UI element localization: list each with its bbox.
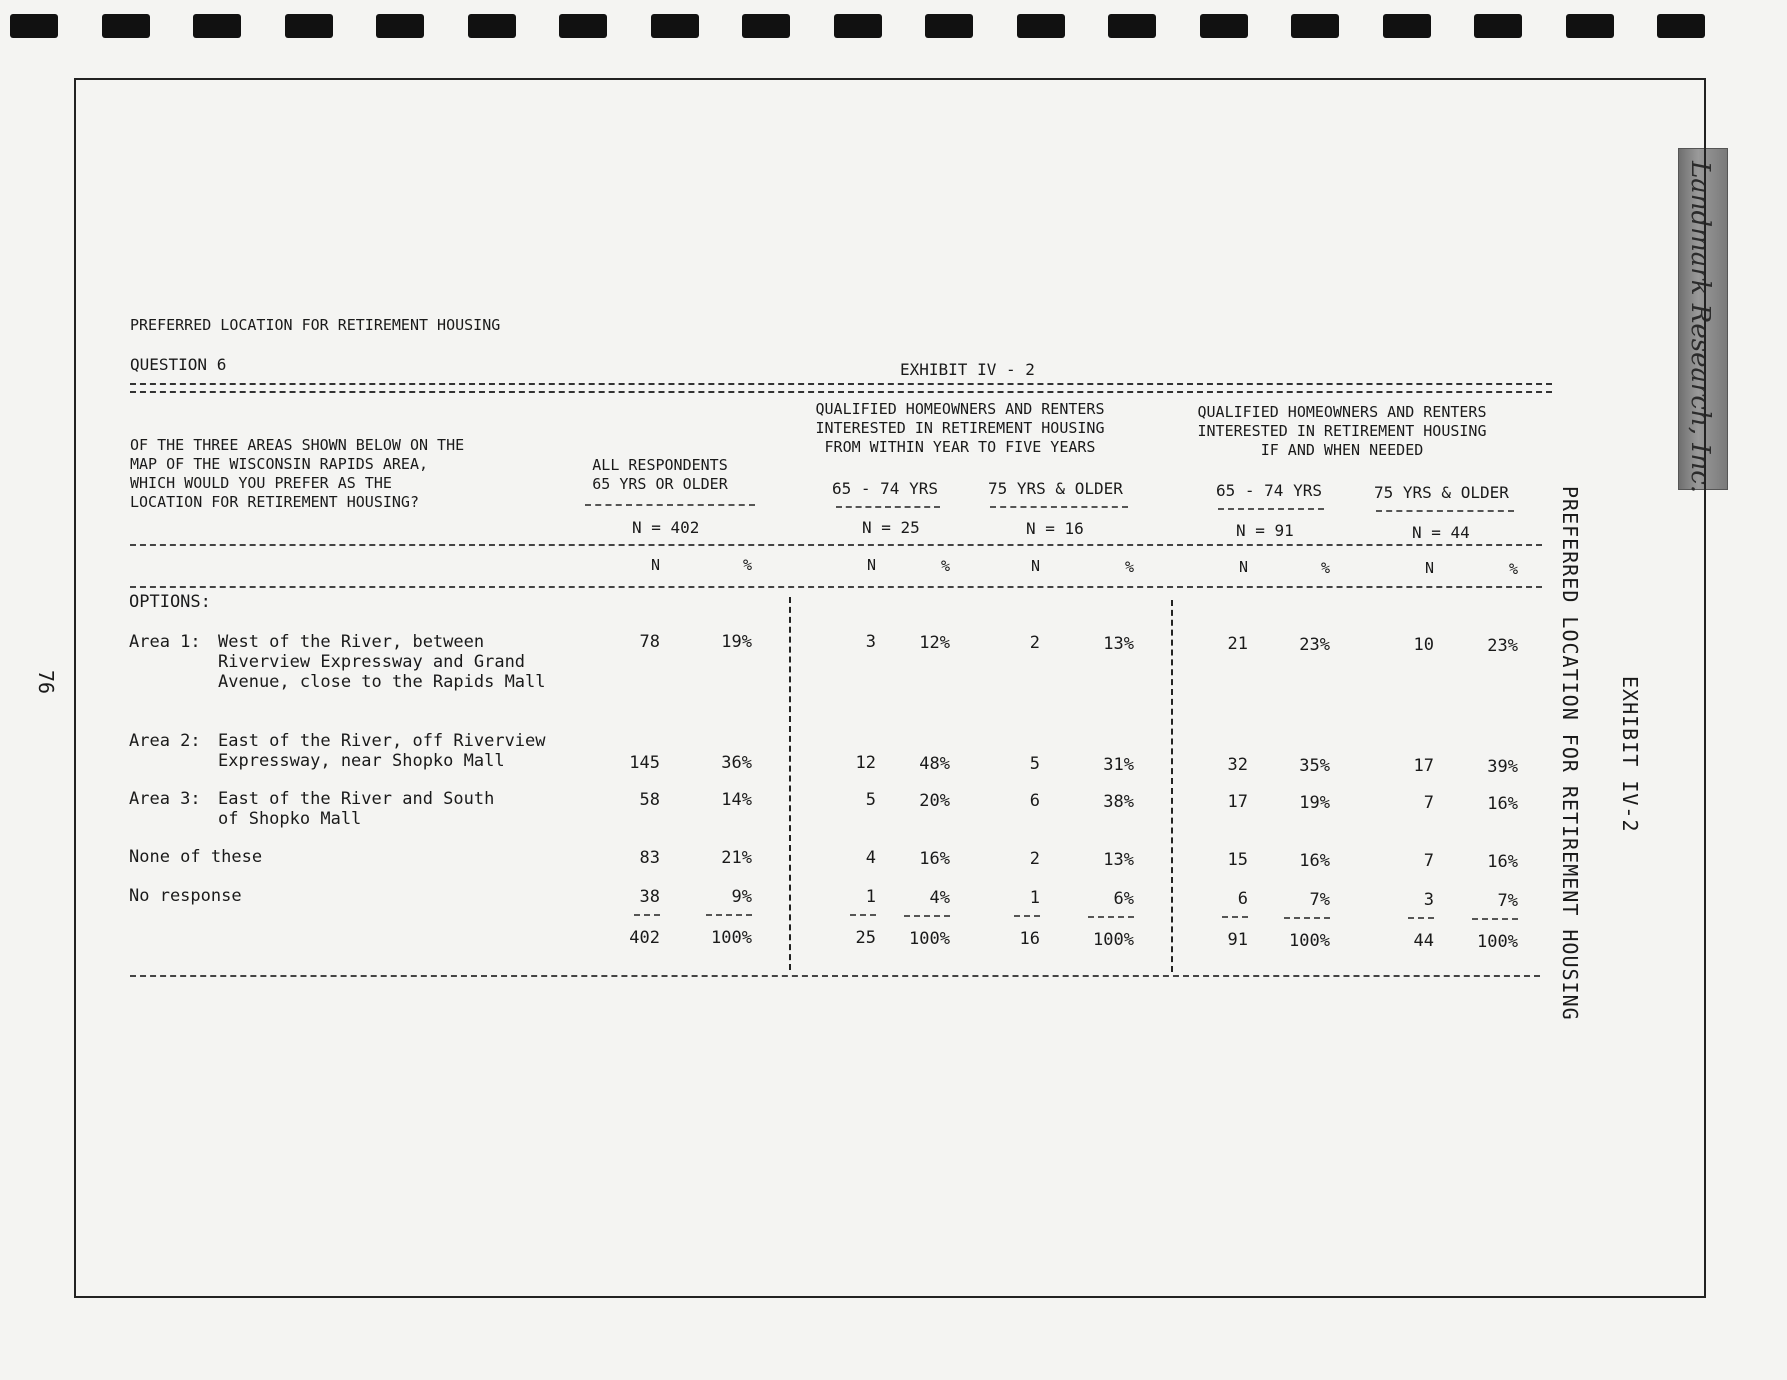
col-header-n: N [1030,557,1040,575]
table-cell: 145 [629,753,660,773]
col-header-pct: % [1124,558,1134,576]
table-cell: 35% [1299,756,1330,776]
binding-hole [1017,14,1065,38]
table-cell: 19% [721,632,752,652]
table-cell: 38 [639,887,660,907]
table-cell: 13% [1103,850,1134,870]
col-header-pct: % [1508,560,1518,578]
double-rule [130,383,1552,393]
table-cell: 4 [865,848,876,868]
total-underline [706,914,752,916]
total-cell: 100% [1093,930,1134,950]
table-cell: 7 [1423,851,1434,871]
table-cell: 3 [865,632,876,652]
table-cell: 17 [1413,756,1434,776]
table-cell: 5 [865,790,876,810]
binding-hole [742,14,790,38]
total-underline [850,914,876,916]
table-cell: 21 [1227,634,1248,654]
table-cell: 12 [855,753,876,773]
age-65-74-g1: 65 - 74 YRS [832,479,938,498]
page-number: 76 [34,666,58,698]
table-cell: 7% [1497,891,1518,911]
table-cell: 20% [919,791,950,811]
question-text: OF THE THREE AREAS SHOWN BELOW ON THE MAP OF THE WISCONSIN RAPIDS AREA, WHICH WOULD YOU PREFER AS THE LOCATION FOR RETIREMENT HOUSING? [130,436,465,511]
total-underline [1088,916,1134,918]
row-desc-area-2: East of the River, off Riverview Expressway, near Shopko Mall [218,731,546,771]
binding-holes [0,14,1787,42]
table-cell: 6% [1113,889,1134,909]
n-g2-75: N = 44 [1412,523,1470,542]
table-cell: 14% [721,790,752,810]
table-cell: 78 [639,632,660,652]
table-cell: 36% [721,753,752,773]
table-cell: 6 [1237,889,1248,909]
table-cell: 6 [1029,791,1040,811]
table-cell: 5 [1029,754,1040,774]
binding-hole [1657,14,1705,38]
total-cell: 100% [711,928,752,948]
total-underline [1222,916,1248,918]
divider-1 [789,597,791,970]
total-cell: 16 [1019,929,1040,949]
table-cell: 15 [1227,850,1248,870]
table-cell: 16% [1487,794,1518,814]
row-label-area-3: Area 3: [129,789,201,809]
divider-2 [1171,600,1173,972]
table-cell: 4% [929,888,950,908]
table-cell: 32 [1227,755,1248,775]
binding-hole [559,14,607,38]
total-cell: 25 [855,928,876,948]
total-underline [904,915,950,917]
binding-hole [193,14,241,38]
binding-hole [651,14,699,38]
total-cell: 91 [1227,930,1248,950]
n-g1-65: N = 25 [862,518,920,537]
table-cell: 2 [1029,849,1040,869]
all-respondents-header: ALL RESPONDENTS 65 YRS OR OLDER [592,456,728,493]
total-underline [1014,915,1040,917]
age-75-g2: 75 YRS & OLDER [1374,483,1509,502]
binding-hole [1108,14,1156,38]
table-cell: 3 [1423,890,1434,910]
age-75-g1: 75 YRS & OLDER [988,479,1123,498]
table-cell: 31% [1103,755,1134,775]
total-cell: 100% [909,929,950,949]
col-header-n: N [866,556,876,574]
table-cell: 13% [1103,634,1134,654]
exhibit-label: EXHIBIT IV - 2 [900,360,1035,379]
n-g1-75: N = 16 [1026,519,1084,538]
company-logo: Landmark Research, Inc. [1678,148,1728,490]
table-cell: 23% [1299,635,1330,655]
binding-hole [834,14,882,38]
binding-hole [1200,14,1248,38]
side-exhibit: EXHIBIT IV-2 [1618,670,1642,839]
total-cell: 44 [1413,931,1434,951]
row-desc-area-1: West of the River, between Riverview Expressway and Grand Avenue, close to the Rapids Mall [218,632,546,692]
table-cell: 48% [919,754,950,774]
n-g2-65: N = 91 [1236,521,1294,540]
binding-hole [10,14,58,38]
side-title: PREFERRED LOCATION FOR RETIREMENT HOUSING [1558,480,1582,1027]
col-header-pct: % [742,556,752,574]
col-header-n: N [1238,558,1248,576]
table-cell: 38% [1103,792,1134,812]
binding-hole [102,14,150,38]
binding-hole [1291,14,1339,38]
group2-header: QUALIFIED HOMEOWNERS AND RENTERS INTERESTED IN RETIREMENT HOUSING IF AND WHEN NEEDED [1197,403,1487,459]
table-cell: 9% [731,887,752,907]
table-cell: 2 [1029,633,1040,653]
col-header-pct: % [940,557,950,575]
table-cell: 19% [1299,793,1330,813]
table-cell: 16% [1487,852,1518,872]
table-cell: 7% [1309,890,1330,910]
col-header-n: N [650,556,660,574]
total-underline [634,914,660,916]
table-cell: 16% [919,849,950,869]
binding-hole [468,14,516,38]
group1-header: QUALIFIED HOMEOWNERS AND RENTERS INTERESTED IN RETIREMENT HOUSING FROM WITHIN YEAR TO FIVE YEARS [815,400,1105,456]
age-65-74-g2: 65 - 74 YRS [1216,481,1322,500]
total-cell: 100% [1477,932,1518,952]
total-underline [1284,917,1330,919]
table-cell: 23% [1487,636,1518,656]
row-label-area-1: Area 1: [129,632,201,652]
row-label-none: None of these [129,847,263,867]
table-cell: 17 [1227,792,1248,812]
row-label-no-response: No response [129,886,242,906]
binding-hole [1474,14,1522,38]
col-header-pct: % [1320,559,1330,577]
table-cell: 39% [1487,757,1518,777]
document-title: PREFERRED LOCATION FOR RETIREMENT HOUSING [130,316,501,334]
table-cell: 21% [721,848,752,868]
table-cell: 12% [919,633,950,653]
total-underline [1472,918,1518,920]
table-cell: 16% [1299,851,1330,871]
binding-hole [1566,14,1614,38]
binding-hole [376,14,424,38]
binding-hole [285,14,333,38]
table-cell: 1 [865,887,876,907]
total-underline [1408,917,1434,919]
row-desc-area-3: East of the River and South of Shopko Mall [218,789,495,829]
table-cell: 83 [639,848,660,868]
col-header-n: N [1424,559,1434,577]
table-cell: 58 [639,790,660,810]
binding-hole [1383,14,1431,38]
question-label: QUESTION 6 [130,355,227,374]
table-cell: 1 [1029,888,1040,908]
table-cell: 7 [1423,793,1434,813]
options-label: OPTIONS: [129,592,211,612]
total-cell: 100% [1289,931,1330,951]
binding-hole [925,14,973,38]
row-label-area-2: Area 2: [129,731,201,751]
n-all: N = 402 [632,518,700,537]
total-cell: 402 [629,928,660,948]
table-cell: 10 [1413,635,1434,655]
